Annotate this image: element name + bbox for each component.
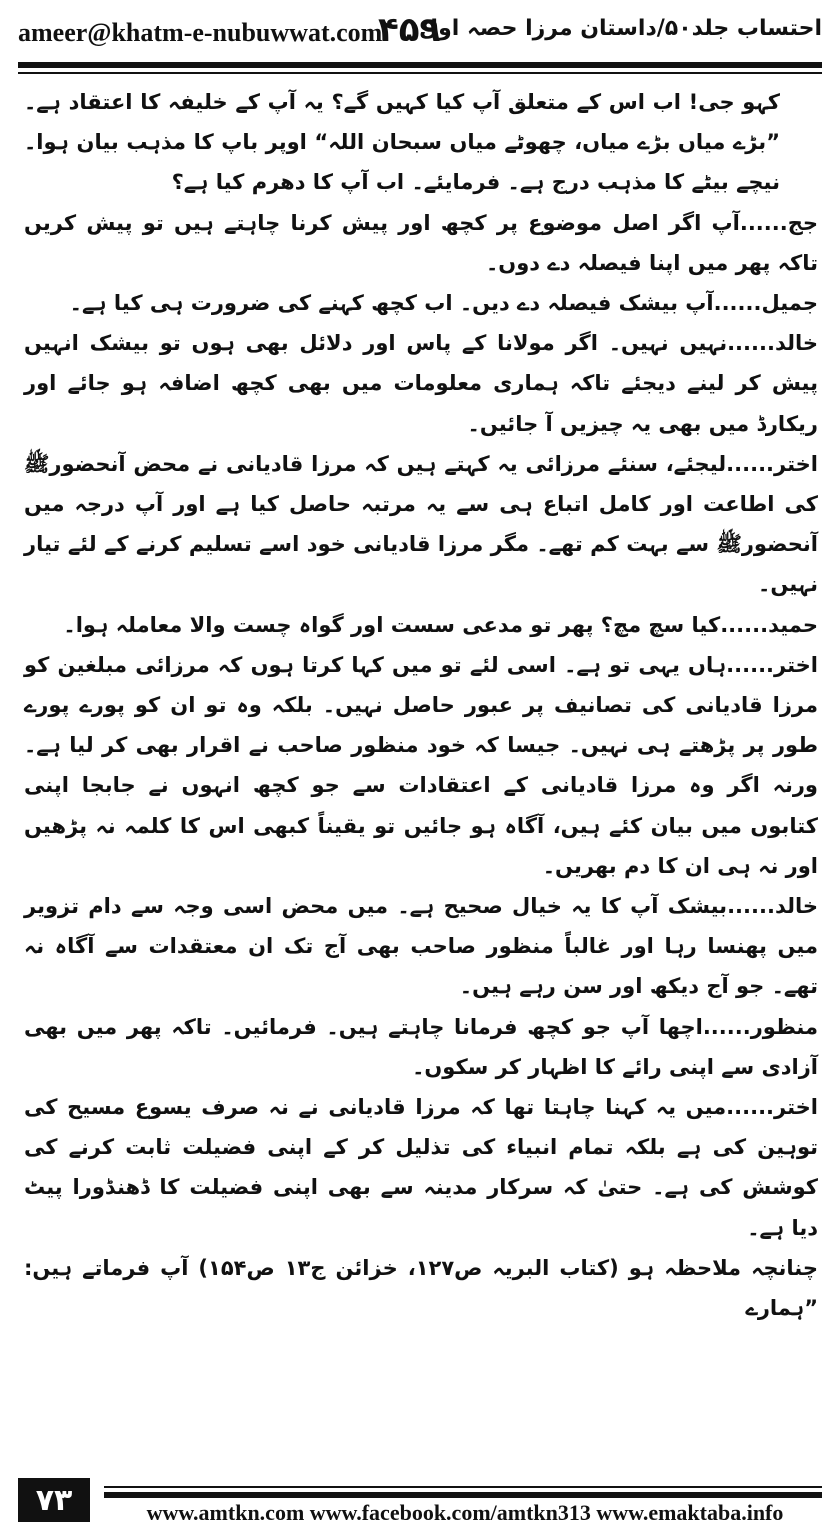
speaker-name: اختر [774, 1095, 818, 1120]
paragraph-dialogue [24, 645, 818, 886]
paragraph-text: نہیں نہیں۔ اگر مولانا کے پاس اور دلائل بھی ہوں تو بیشک انہیں پیش کر لینے دیجئے تاکہ ہماری معلومات میں بھی کچھ اضافہ ہو جائے اور ریکارڈ میں بھی یہ چیزیں آ جائیں۔ [24, 331, 818, 436]
speaker-separator: ...... [739, 210, 788, 235]
paragraph-text: کیا سچ مچ؟ پھر تو مدعی سست اور گواہ چست والا معاملہ ہوا۔ [63, 612, 721, 637]
paragraph-text: ہاں یہی تو ہے۔ اسی لئے تو میں کہا کرتا ہوں کہ مرزائی مبلغین کو مرزا قادیانی کی تصانیف پر عبور حاصل نہیں۔ بلکہ وہ تو ان کو پورے پورے طور پر پڑھتے ہی نہیں۔ جیسا کہ خود منظور صاحب نے اقرار بھی کر لیا ہے۔ ورنہ اگر وہ مرزا قادیانی کے اعتقادات سے جو کچھ انہوں نے جابجا اپنی کتابوں میں بیان کئے ہیں، آگاہ ہو جائیں تو یقیناً کبھی اس کا کلمہ نہ پڑھیں اور نہ ہی ان کا دم بھریں۔ [24, 652, 818, 878]
speaker-name: جج [787, 210, 818, 235]
paragraph-dialogue [24, 323, 818, 444]
speaker-name: خالد [774, 331, 818, 356]
header-rule-thick [18, 62, 822, 68]
paragraph-text: چنانچہ ملاحظہ ہو (کتاب البریہ ص۱۲۷، خزائن ج۱۳ ص۱۵۴) آپ فرماتے ہیں: ”ہمارے [24, 1255, 818, 1321]
paragraph-text: آپ بیشک فیصلہ دے دیں۔ اب کچھ کہنے کی ضرورت ہی کیا ہے۔ [69, 291, 714, 316]
speaker-name: خالد [774, 894, 818, 919]
paragraph-text: کہو جی! اب اس کے متعلق آپ کیا کہیں گے؟ یہ آپ کے خلیفہ کا اعتقاد ہے۔ ”بڑے میاں بڑے میاں، چھوٹے میاں سبحان اللہ“ اوپر باپ کا مذہب بیان ہوا۔ نیچے بیٹے کا مذہب درج ہے۔ فرمایئے۔ اب آپ کا دھرم کیا ہے؟ [24, 90, 780, 195]
speaker-separator: ...... [726, 1095, 775, 1120]
header-email: ameer@khatm-e-nubuwwat.com [18, 18, 383, 47]
paragraph-dialogue [24, 203, 818, 283]
footer-links: www.amtkn.com www.facebook.com/amtkn313 www.emaktaba.info [146, 1500, 784, 1525]
speaker-separator: ...... [727, 894, 775, 919]
page-footer [18, 1474, 822, 1534]
paragraph-dialogue [24, 1087, 818, 1248]
speaker-separator: ...... [713, 291, 762, 316]
speaker-separator: ...... [726, 652, 775, 677]
header-page-number: ۴۵۹ [378, 10, 441, 50]
paragraph-closing [24, 1248, 818, 1328]
speaker-separator: ...... [702, 1014, 751, 1039]
footer-rule-thin [104, 1486, 822, 1488]
header-book-title: احتساب جلد۵۰/داستان مرزا حصہ اول [419, 16, 822, 41]
footer-page-number: ۷۳ [18, 1478, 90, 1522]
page-header [18, 8, 822, 56]
speaker-separator: ...... [726, 451, 775, 476]
paragraph-text: لیجئے، سنئے مرزائی یہ کہتے ہیں کہ مرزا قادیانی نے محض آنحضورﷺ کی اطاعت اور کامل اتباع ہی سے یہ مرتبہ حاصل کیا ہے اور آپ درجہ میں آنحضورﷺ سے بہت کم تھے۔ مگر مرزا قادیانی خود اسے تسلیم کرنے کے لئے تیار نہیں۔ [24, 451, 818, 597]
footer-rule-thick [104, 1492, 822, 1498]
speaker-name: جمیل [761, 291, 818, 316]
paragraph-text: اچھا آپ جو کچھ فرمانا چاہتے ہیں۔ فرمائیں۔ تاکہ پھر میں بھی آزادی سے اپنی رائے کا اظہار کر سکوں۔ [24, 1014, 818, 1079]
paragraph-dialogue [24, 283, 818, 323]
speaker-separator: ...... [727, 331, 775, 356]
paragraph-text: بیشک آپ کا یہ خیال صحیح ہے۔ میں محض اسی وجہ سے دام تزویر میں پھنسا رہا اور غالباً منظور صاحب بھی آج تک ان معتقدات سے آگاہ نہ تھے۔ جو آج دیکھ اور سن رہے ہیں۔ [24, 894, 818, 999]
header-rule-thin [18, 72, 822, 74]
speaker-separator: ...... [720, 612, 769, 637]
paragraph-dialogue [24, 605, 818, 645]
speaker-name: اختر [774, 451, 818, 476]
paragraph-intro [24, 82, 818, 203]
paragraph-text: آپ اگر اصل موضوع پر کچھ اور پیش کرنا چاہتے ہیں تو پیش کریں تاکہ پھر میں اپنا فیصلہ دے دوں۔ [24, 210, 818, 275]
body-text [24, 82, 818, 1454]
speaker-name: حمید [768, 612, 818, 637]
paragraph-dialogue [24, 1007, 818, 1087]
paragraph-dialogue [24, 886, 818, 1007]
paragraph-text: میں یہ کہنا چاہتا تھا کہ مرزا قادیانی نے نہ صرف یسوع مسیح کی توہین کی ہے بلکہ تمام انبیاء کی تذلیل کر کے اپنی فضیلت ثابت کرنے کی کوشش کی ہے۔ حتیٰ کہ سرکار مدینہ سے بھی اپنی فضیلت کا ڈھنڈورا پیٹ دیا ہے۔ [24, 1095, 818, 1240]
paragraph-dialogue [24, 444, 818, 605]
speaker-name: منظور [750, 1014, 818, 1039]
speaker-name: اختر [774, 652, 818, 677]
